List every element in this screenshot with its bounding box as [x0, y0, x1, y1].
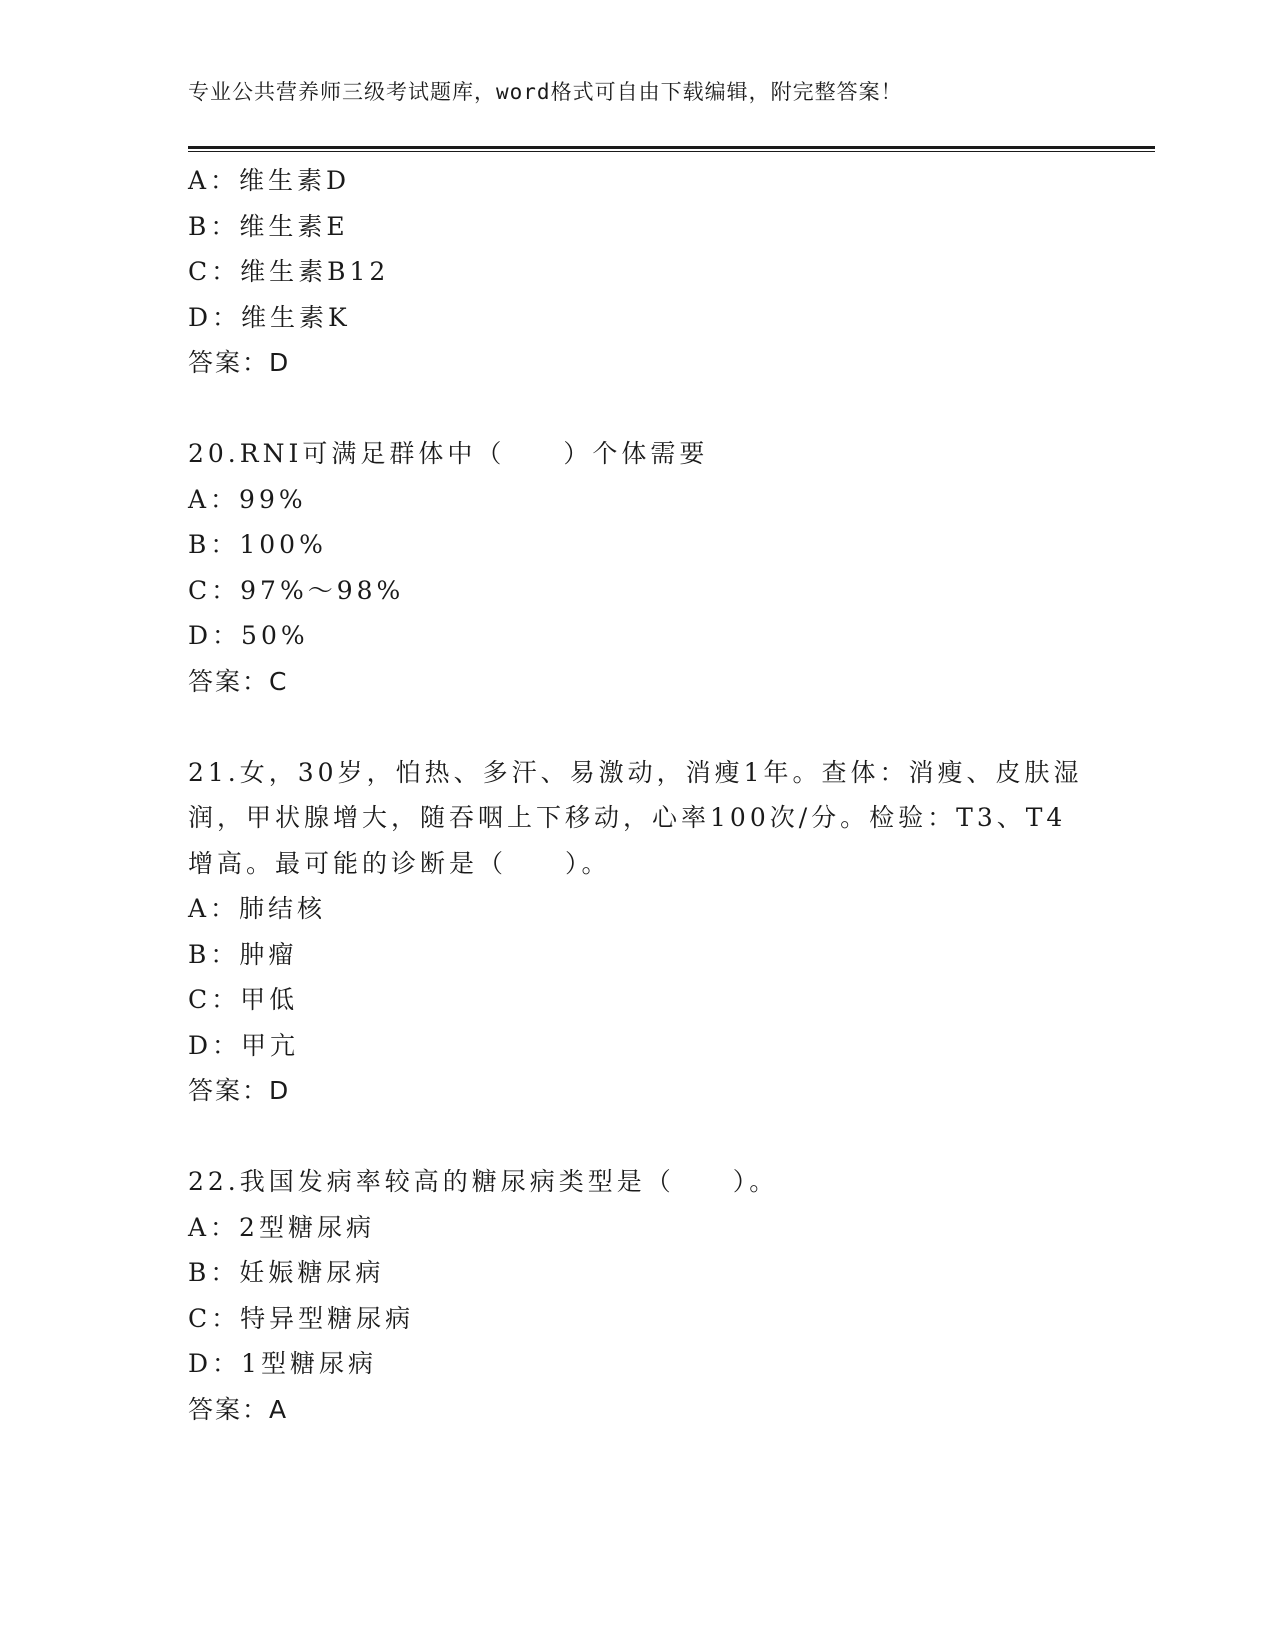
- option-b: B：妊娠糖尿病: [188, 1258, 385, 1287]
- question-stem: 22.我国发病率较高的糖尿病类型是（ ）。: [188, 1167, 779, 1196]
- header-rule-thick: [188, 146, 1155, 149]
- option-c: C：特异型糖尿病: [188, 1303, 415, 1333]
- option-a: A：99%: [188, 484, 307, 514]
- answer-line: 答案：D: [188, 1076, 291, 1105]
- question-19-block: [188, 158, 1088, 386]
- option-b: B：肿瘤: [188, 939, 298, 969]
- option-c: C：维生素B12: [188, 257, 390, 286]
- option-d: D：50%: [188, 621, 309, 650]
- answer-line: 答案：D: [188, 348, 291, 377]
- question-21-block: [188, 750, 1088, 1114]
- question-20-block: [188, 431, 1088, 704]
- option-a: A：维生素D: [188, 166, 351, 195]
- question-stem: 20.RNI可满足群体中（ ）个体需要: [188, 439, 709, 468]
- option-c: C：甲低: [188, 985, 299, 1014]
- answer-line: 答案：C: [188, 666, 289, 696]
- spacer: [188, 386, 1088, 432]
- option-d: D：甲亢: [188, 1030, 300, 1060]
- document-header: 专业公共营养师三级考试题库，word格式可自由下载编辑，附完整答案！: [188, 80, 903, 104]
- option-b: B：维生素E: [188, 211, 349, 241]
- spacer: [188, 704, 1088, 750]
- spacer: [188, 1114, 1088, 1160]
- option-d: D：1型糖尿病: [188, 1349, 377, 1378]
- question-stem-line-1: 21.女，30岁，怕热、多汗、易激动，消瘦1年。查体：消瘦、皮肤湿: [188, 757, 1083, 787]
- question-22-block: [188, 1159, 1088, 1432]
- option-b: B：100%: [188, 530, 327, 559]
- option-a: A：肺结核: [188, 894, 327, 923]
- question-stem-line-2: 润，甲状腺增大，随吞咽上下移动，心率100次/分。检验：T3、T4: [188, 803, 1067, 832]
- document-body: [188, 158, 1088, 1432]
- question-stem-line-3: 增高。最可能的诊断是（ ）。: [188, 848, 611, 878]
- option-d: D：维生素K: [188, 302, 351, 332]
- option-a: A：2型糖尿病: [188, 1212, 375, 1242]
- header-rule-thin: [188, 151, 1155, 152]
- answer-line: 答案：A: [188, 1394, 289, 1424]
- option-c: C：97%～98%: [188, 575, 405, 605]
